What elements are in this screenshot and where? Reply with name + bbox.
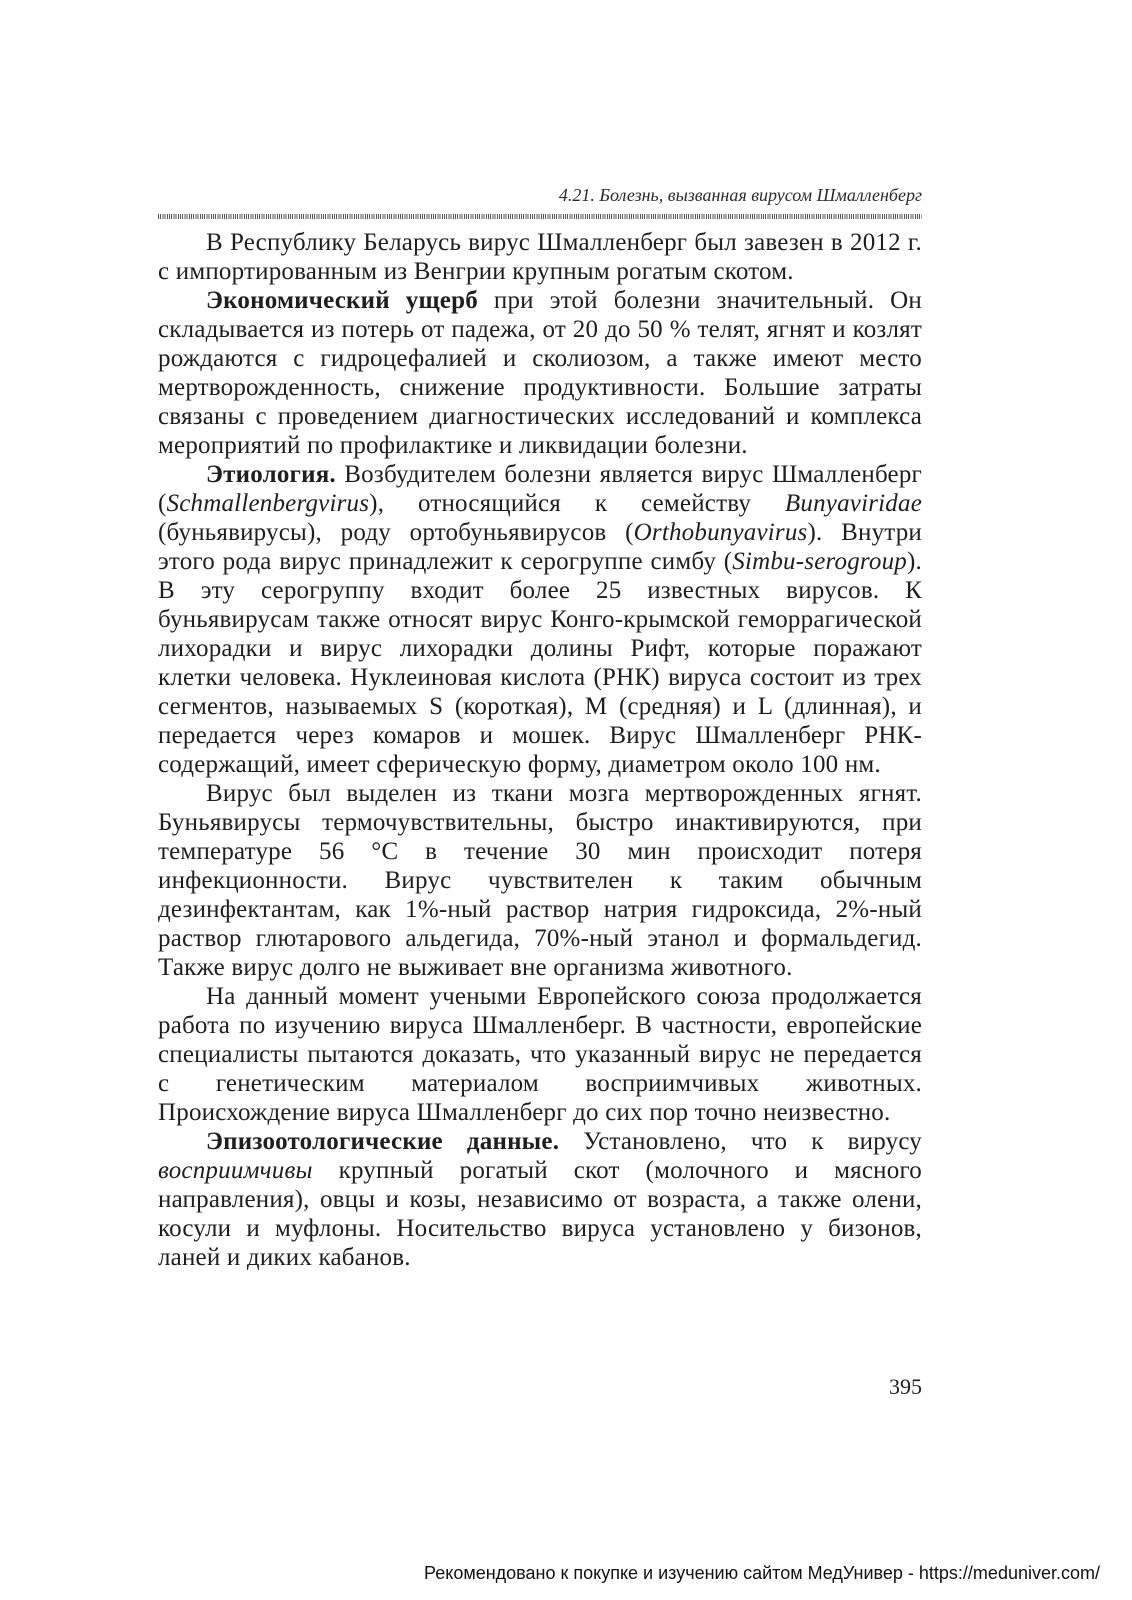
term-epizootology: Эпизоотологические данные. [206,1128,560,1155]
page-body [158,228,922,1272]
paragraph-import: В Республику Беларусь вирус Шмалленберг был завезен в 2012 г. с импортированным из Венгрии крупным рогатым скотом. [158,229,922,285]
paragraph-text: Установлено, что к вирусу [559,1128,923,1155]
paragraph-text: (буньявирусы), роду ортобуньявирусов ( [158,519,634,546]
paragraph-text: при этой болезни значительный. Он складывается из потерь от падежа, от 20 до 50 % телят, ягнят и козлят рождаются с гидроцефалией и сколиозом, а также имеют место мертворожденность, снижение продуктивности. Большие затраты связаны с проведением диагностических исследований и комплекса мероприятий по профилактике и ликвидации болезни. [158,287,922,459]
paragraph-epizootology [158,1127,922,1272]
latin-name: Simbu-serogroup [732,548,908,575]
paragraph-economic-damage [158,286,922,460]
term-economic-damage: Экономический ущерб [206,287,478,314]
paragraph-text: Возбудителем болезни является вирус Шмалленберг ( [158,461,922,517]
paragraph-virus-isolation: Вирус был выделен из ткани мозга мертворожденных ягнят. Буньявирусы термочувствительны, быстро инактивируются, при температуре 56 °С в течение 30 мин происходит потеря инфекционности. Вирус чувствителен к таким обычным дезинфектантам, как 1%-ный раствор натрия гидроксида, 2%-ный раствор глютарового альдегида, 70%-ный этанол и формальдегид. Также вирус долго не выживает вне организма животного. [158,780,922,981]
paragraph-text: ), относящийся к семейству [369,490,785,517]
page-number: 395 [889,1374,922,1399]
paragraph-etiology [158,460,922,779]
paragraph-text: крупный рогатый скот (молочного и мясного направления), овцы и козы, независимо от возраста, а также олени, косули и муфлоны. Носительство вируса установлено у бизонов, ланей и диких кабанов. [158,1157,922,1271]
latin-name: Orthobunyavirus [633,519,808,546]
latin-name: Bunyaviridae [784,490,922,517]
emphasis-term: восприимчивы [158,1157,313,1184]
watermark-text: Рекомендовано к покупке и изучению сайтом МедУнивер - https://meduniver.com/ [424,1563,1100,1583]
paragraph-text: ). Внутри этого рода вирус принадлежит к серогруппе симбу ( [158,519,922,575]
term-etiology: Этиология. [206,461,336,488]
running-header: 4.21. Болезнь, вызванная вирусом Шмалленберг [558,185,922,205]
paragraph-eu-research: На данный момент учеными Европейского союза продолжается работа по изучению вируса Шмалленберг. В частности, европейские специалисты пытаются доказать, что указанный вирус не передается с генетическим материалом восприимчивых животных. Происхождение вируса Шмалленберг до сих пор точно неизвестно. [158,983,922,1126]
latin-name: Schmallenbergvirus [166,490,370,517]
paragraph-text: ). В эту серогруппу входит более 25 известных вирусов. К буньявирусам также относят вирус Конго-крымской геморрагической лихорадки и вирус лихорадки долины Рифт, которые поражают клетки человека. Нуклеиновая кислота (РНК) вируса состоит из трех сегментов, называемых S (короткая), M (средняя) и L (длинная), и передается через комаров и мошек. Вирус Шмалленберг РНК-содержащий, имеет сферическую форму, диаметром около 100 нм. [158,548,922,778]
header-rule [158,214,922,219]
